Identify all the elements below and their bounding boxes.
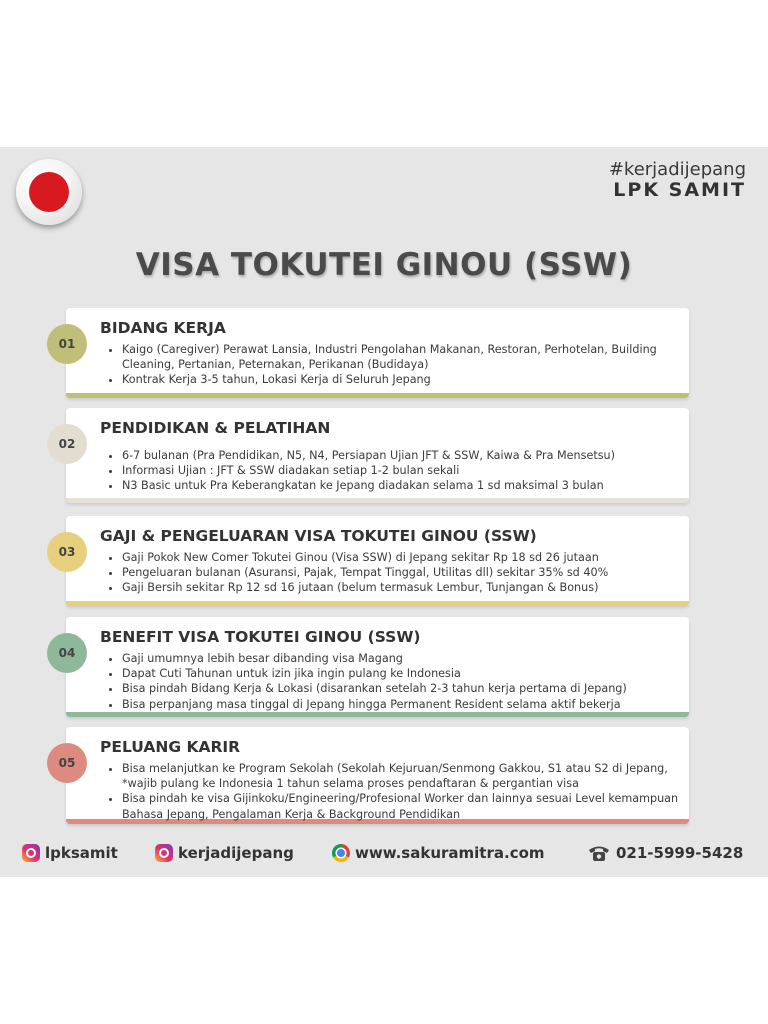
list-item: • Bisa perpanjang masa tinggal di Jepang hingga Permanent Resident selama aktif bekerja — [122, 697, 698, 712]
section-number-badge: 03 — [47, 532, 87, 572]
poster — [0, 147, 768, 877]
footer-instagram-lpksamit[interactable] — [22, 840, 118, 866]
section-list — [106, 651, 698, 712]
list-item: • Bisa pindah ke visa Gijinkoku/Engineering/Profesional Worker dan lainnya sesuai Level kemampuan Bahasa Jepang, Pengalaman Kerja & Background Pendidikan — [122, 791, 698, 821]
section-number-badge: 04 — [47, 633, 87, 673]
list-item: • Bisa pindah Bidang Kerja & Lokasi (disarankan setelah 2-3 tahun kerja pertama di Jepang) — [122, 681, 698, 696]
list-item: • Informasi Ujian : JFT & SSW diadakan setiap 1-2 bulan sekali — [122, 463, 698, 478]
section-list — [106, 761, 698, 822]
footer-phone[interactable] — [588, 840, 743, 866]
list-item: • Pengeluaran bulanan (Asuransi, Pajak, Tempat Tinggal, Utilitas dll) sekitar 35% sd 40% — [122, 565, 698, 580]
footer-instagram-kerjadijepang[interactable] — [155, 840, 294, 866]
instagram-icon — [155, 844, 173, 862]
section-title: PELUANG KARIR — [100, 738, 241, 756]
footer-instagram-handle: lpksamit — [45, 844, 118, 862]
footer-instagram-handle: kerjadijepang — [178, 844, 294, 862]
header-brand: LPK SAMIT — [613, 179, 746, 201]
section-list — [106, 448, 698, 494]
list-item: • Dapat Cuti Tahunan untuk izin jika ingin pulang ke Indonesia — [122, 666, 698, 681]
section-card-pendidikan — [58, 408, 689, 503]
section-number-badge: 01 — [47, 324, 87, 364]
list-item: • Bisa melanjutkan ke Program Sekolah (Sekolah Kejuruan/Senmong Gakkou, S1 atau S2 di Jepang, *wajib pulang ke Indonesia 1 tahun selama proses pendaftaran & pergantian visa — [122, 761, 698, 791]
list-item: • Gaji Bersih sekitar Rp 12 sd 16 jutaan (belum termasuk Lembur, Tunjangan & Bonus) — [122, 580, 698, 595]
section-number-badge: 05 — [47, 743, 87, 783]
chrome-globe-icon — [332, 844, 350, 862]
section-list — [106, 550, 698, 596]
section-card-gaji — [58, 516, 689, 606]
page-title: VISA TOKUTEI GINOU (SSW) — [135, 247, 633, 283]
footer-phone-number: 021-5999-5428 — [616, 844, 744, 862]
telephone-icon — [588, 844, 610, 862]
section-card-peluang-karir — [58, 727, 689, 824]
list-item: • Kaigo (Caregiver) Perawat Lansia, Industri Pengolahan Makanan, Restoran, Perhotelan, Building Cleaning, Pertanian, Peternakan, Perikanan (Budidaya) — [122, 342, 698, 372]
list-item: • 6-7 bulanan (Pra Pendidikan, N5, N4, Persiapan Ujian JFT & SSW, Kaiwa & Pra Mensetsu) — [122, 448, 698, 463]
section-title: BIDANG KERJA — [100, 319, 226, 337]
section-title: BENEFIT VISA TOKUTEI GINOU (SSW) — [100, 628, 421, 646]
list-item: • Gaji Pokok New Comer Tokutei Ginou (Visa SSW) di Jepang sekitar Rp 18 sd 26 jutaan — [122, 550, 698, 565]
japan-flag-icon — [16, 159, 82, 225]
header-hashtag: #kerjadijepang — [608, 159, 746, 180]
section-number-badge: 02 — [47, 424, 87, 464]
section-card-bidang-kerja — [58, 308, 689, 398]
list-item: • Gaji umumnya lebih besar dibanding visa Magang — [122, 651, 698, 666]
section-list — [106, 342, 698, 388]
flag-red-circle — [29, 172, 69, 212]
footer-website-link[interactable] — [332, 840, 545, 866]
section-title: GAJI & PENGELUARAN VISA TOKUTEI GINOU (SSW) — [100, 527, 537, 545]
section-card-benefit — [58, 617, 689, 717]
section-title: PENDIDIKAN & PELATIHAN — [100, 419, 331, 437]
list-item: • Kontrak Kerja 3-5 tahun, Lokasi Kerja di Seluruh Jepang — [122, 372, 698, 387]
footer-website: www.sakuramitra.com — [355, 844, 545, 862]
list-item: • N3 Basic untuk Pra Keberangkatan ke Jepang diadakan selama 1 sd maksimal 3 bulan — [122, 478, 698, 493]
instagram-icon — [22, 844, 40, 862]
